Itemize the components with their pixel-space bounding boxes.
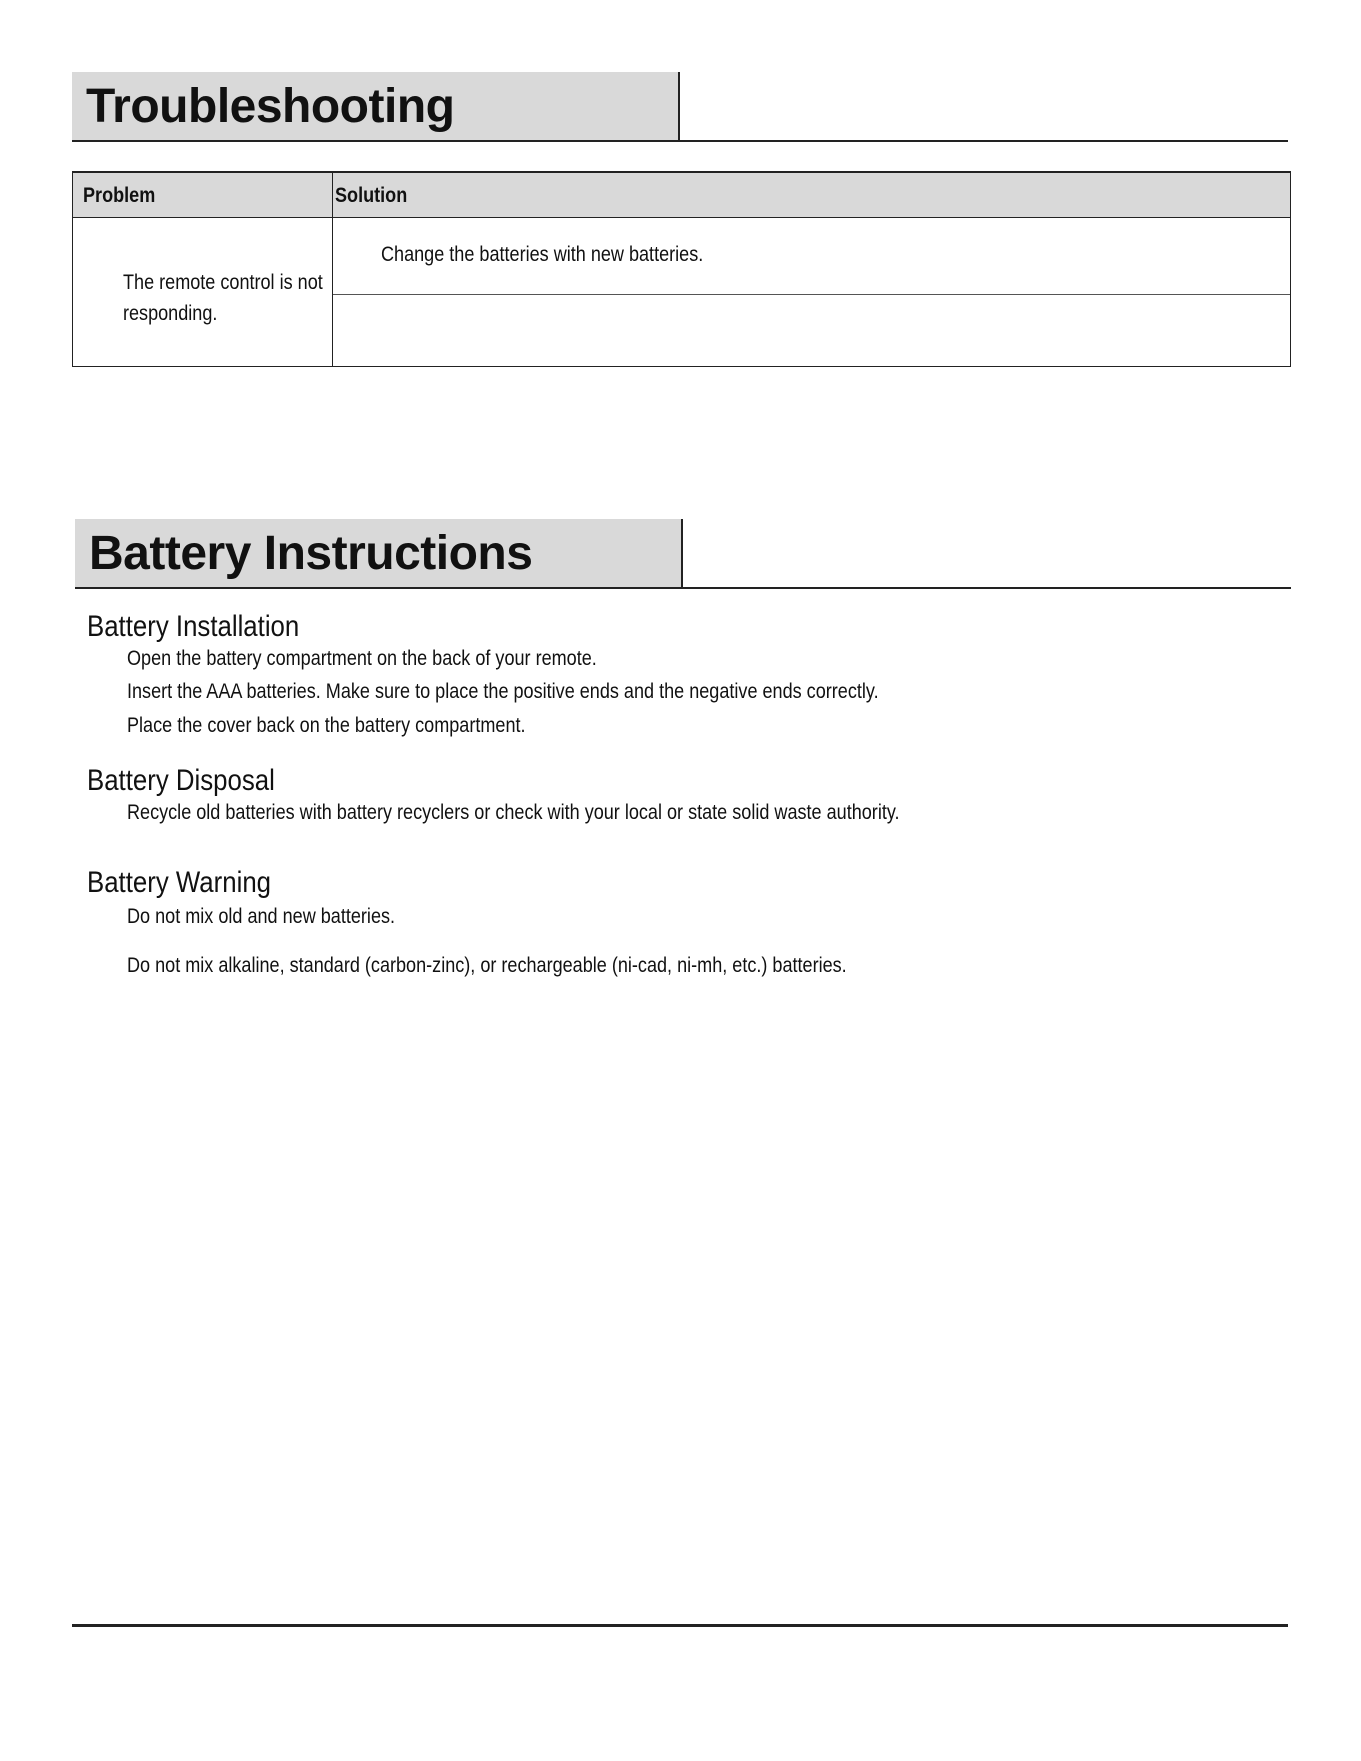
banner-rule xyxy=(75,587,1291,589)
installation-step: Open the battery compartment on the back of your remote. xyxy=(127,647,597,670)
installation-heading: Battery Installation xyxy=(87,610,300,643)
installation-step: Place the cover back on the battery compartment. xyxy=(127,714,526,737)
warning-heading: Battery Warning xyxy=(87,866,272,899)
troubleshooting-banner xyxy=(72,72,1288,142)
disposal-text: Recycle old batteries with battery recyclers or check with your local or state solid waste authority. xyxy=(127,801,900,824)
warning-item: Do not mix old and new batteries. xyxy=(127,905,396,928)
solution-cell-empty xyxy=(333,295,1290,367)
footer-rule xyxy=(72,1624,1288,1627)
installation-step: Insert the AAA batteries. Make sure to place the positive ends and the negative ends correctly. xyxy=(127,680,879,703)
section-title: Troubleshooting xyxy=(86,80,455,133)
section-title: Battery Instructions xyxy=(89,527,533,580)
banner-rule xyxy=(72,140,1288,142)
solution-cell xyxy=(333,218,1290,295)
solution-text: Change the batteries with new batteries. xyxy=(381,243,704,266)
table-header-row xyxy=(73,173,1290,218)
battery-instructions-banner xyxy=(75,519,1291,589)
header-solution: Solution xyxy=(335,184,408,207)
banner-divider xyxy=(681,519,683,589)
banner-divider xyxy=(678,72,680,142)
disposal-heading: Battery Disposal xyxy=(87,764,275,797)
problem-cell: The remote control is not responding. xyxy=(123,271,323,325)
header-problem: Problem xyxy=(83,184,156,207)
troubleshooting-table xyxy=(72,171,1291,367)
warning-item: Do not mix alkaline, standard (carbon-zinc), or rechargeable (ni-cad, ni-mh, etc.) batteries. xyxy=(127,954,847,977)
